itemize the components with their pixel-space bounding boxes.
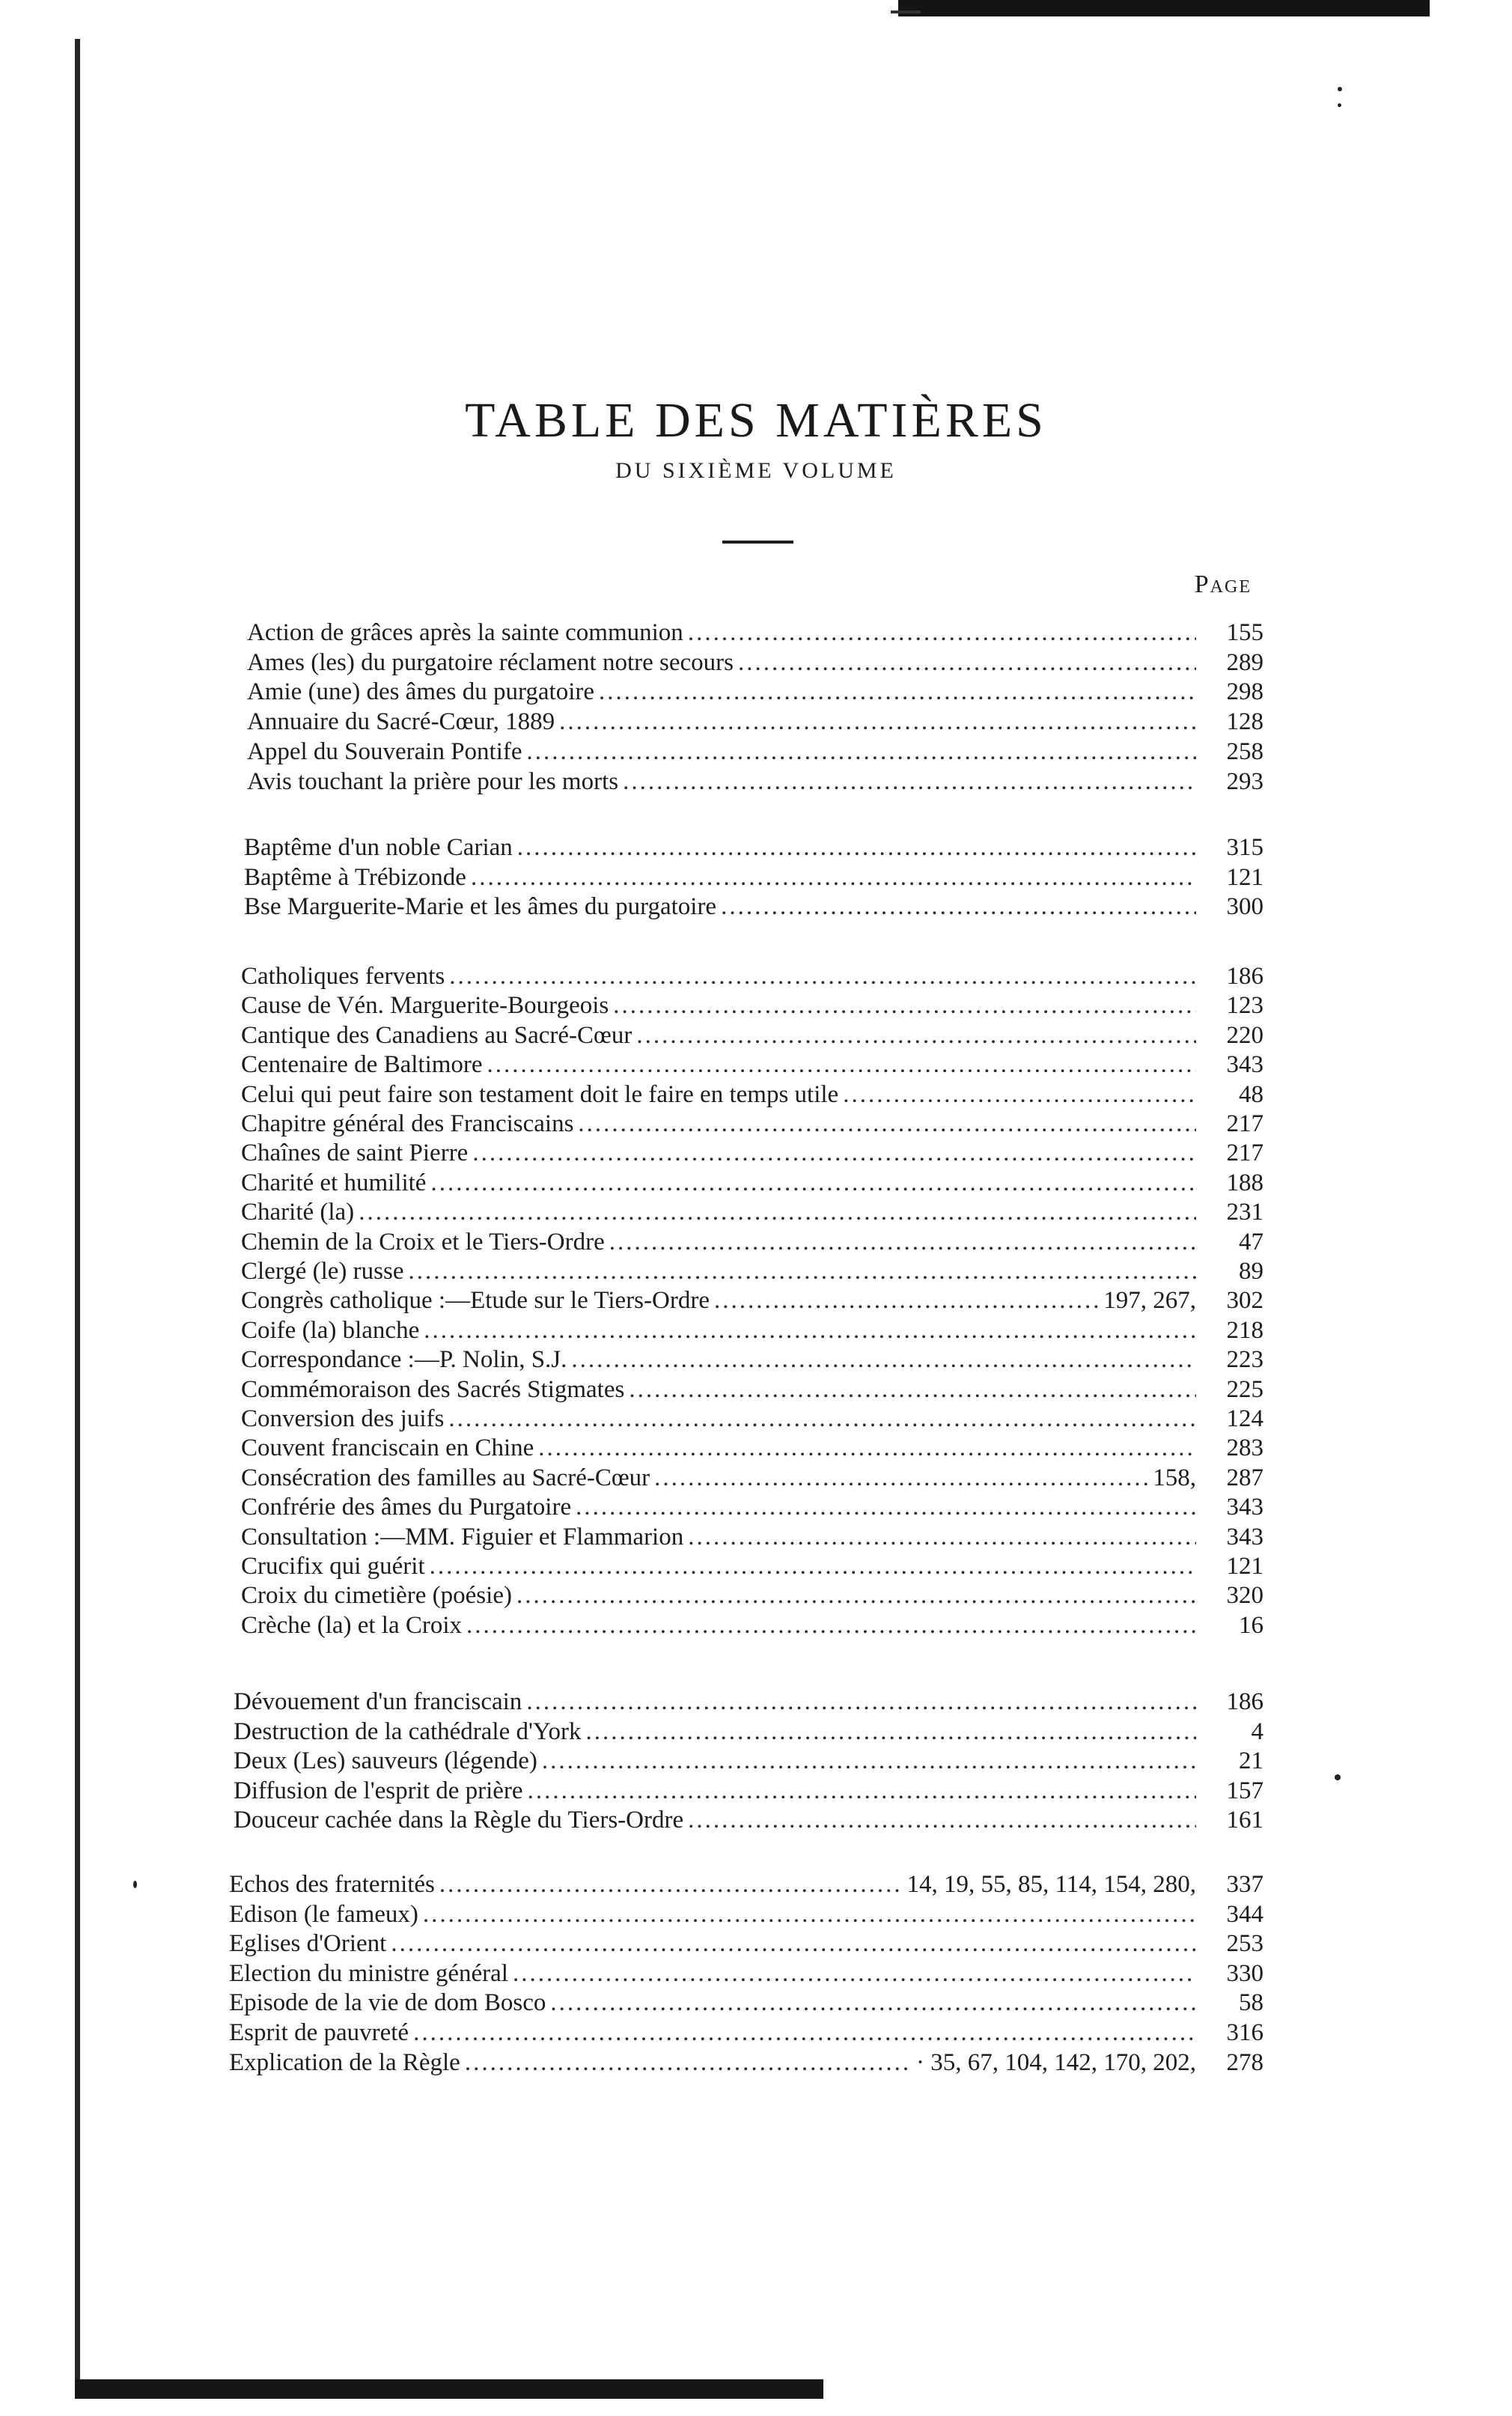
toc-entry-page: 337 [1226, 1871, 1263, 1898]
toc-entry-page: 188 [1226, 1169, 1263, 1196]
dot-leader [559, 708, 1196, 736]
toc-entry-label: Appel du Souverain Pontife [247, 738, 522, 765]
toc-entry [241, 1316, 1263, 1345]
toc-entry [241, 1581, 1263, 1610]
toc-entry-page: 48 [1239, 1081, 1263, 1108]
toc-entry [229, 2048, 1263, 2077]
dot-leader [714, 1286, 1099, 1315]
toc-entry-label: Baptême à Trébizonde [244, 864, 466, 891]
toc-entry [241, 1434, 1263, 1462]
toc-entry [241, 1345, 1263, 1374]
scan-speck [1338, 103, 1341, 107]
toc-entry-page: 253 [1226, 1930, 1263, 1957]
toc-entry-page: 330 [1226, 1960, 1263, 1987]
toc-entry-page: 4 [1251, 1718, 1263, 1745]
toc-entry-page: 300 [1226, 893, 1263, 920]
toc-entry-extra-pages: 158, [1153, 1464, 1196, 1491]
dot-leader [448, 1405, 1196, 1433]
dot-leader [439, 1870, 903, 1899]
scan-speck [1335, 1774, 1341, 1780]
toc-entry-page: 186 [1226, 1688, 1263, 1715]
toc-entry [247, 767, 1263, 796]
toc-entry [247, 737, 1263, 766]
dot-leader [471, 863, 1196, 892]
toc-entry [241, 1611, 1263, 1640]
dot-leader [623, 767, 1196, 796]
dot-leader [721, 892, 1196, 921]
dot-leader [424, 1316, 1196, 1345]
dot-leader [430, 1169, 1196, 1197]
toc-entry [241, 1286, 1263, 1315]
scan-speck [133, 1881, 137, 1888]
toc-entry-page: 124 [1226, 1405, 1263, 1432]
toc-entry-page: 283 [1226, 1434, 1263, 1461]
toc-entry-label: Ames (les) du purgatoire réclament notre secours [247, 649, 734, 676]
toc-entry [247, 618, 1263, 647]
dot-leader [613, 991, 1196, 1020]
toc-entry-label: Eglises d'Orient [229, 1930, 387, 1957]
toc-entry-page: 21 [1239, 1747, 1263, 1774]
toc-entry-page: 316 [1226, 2019, 1263, 2046]
dot-leader [528, 1777, 1196, 1805]
toc-entry-label: Baptême d'un noble Carian [244, 834, 513, 861]
toc-entry-label: Action de grâces après la sainte communion [247, 619, 683, 646]
toc-entry-page: 123 [1226, 992, 1263, 1019]
dot-leader [629, 1375, 1196, 1404]
toc-entry-page: 258 [1226, 738, 1263, 765]
dot-leader [636, 1021, 1196, 1050]
dot-leader [408, 1257, 1196, 1285]
toc-entry-page: 217 [1226, 1110, 1263, 1137]
toc-entry-label: Clergé (le) russe [241, 1258, 404, 1285]
dot-leader [571, 1345, 1196, 1374]
scan-edge-top-thin [891, 10, 921, 13]
toc-entry [229, 1989, 1263, 2017]
toc-entry-label: Charité (la) [241, 1199, 355, 1226]
toc-entry [241, 1228, 1263, 1256]
dot-leader [449, 962, 1196, 991]
dot-leader [526, 1688, 1196, 1716]
dot-leader [413, 2018, 1196, 2047]
toc-entry [244, 833, 1263, 862]
page-title: TABLE DES MATIÈRES [465, 393, 1047, 448]
page-subtitle: DU SIXIÈME VOLUME [615, 458, 897, 483]
toc-entry-page: 289 [1226, 649, 1263, 676]
dot-leader [465, 2048, 912, 2077]
scan-edge-bottom [75, 2379, 823, 2399]
toc-entry-page: 220 [1226, 1022, 1263, 1049]
toc-entry-label: Charité et humilité [241, 1169, 427, 1196]
toc-entry [241, 1405, 1263, 1433]
toc-entry-page: 298 [1226, 678, 1263, 705]
scan-speck [1338, 87, 1342, 91]
dot-leader [466, 1611, 1196, 1640]
dot-leader [609, 1228, 1196, 1256]
toc-entry-page: 121 [1226, 1553, 1263, 1580]
toc-entry-page: 315 [1226, 834, 1263, 861]
toc-entry-label: Congrès catholique :—Etude sur le Tiers-Ordre [241, 1287, 710, 1314]
toc-entry-page: 278 [1226, 2049, 1263, 2076]
toc-entry [241, 1050, 1263, 1079]
toc-entry [234, 1688, 1263, 1716]
toc-entry-extra-pages: 197, 267, [1103, 1287, 1196, 1314]
dot-leader [472, 1139, 1196, 1167]
toc-entry-label: Dévouement d'un franciscain [234, 1688, 522, 1715]
page-column-header: Page [1194, 570, 1252, 598]
toc-entry-label: Croix du cimetière (poésie) [241, 1582, 512, 1609]
dot-leader [542, 1747, 1196, 1775]
toc-entry [234, 1806, 1263, 1834]
toc-entry-label: Edison (le fameux) [229, 1901, 418, 1928]
toc-entry-page: 89 [1239, 1258, 1263, 1285]
toc-entry-page: 161 [1226, 1807, 1263, 1834]
toc-entry [229, 2018, 1263, 2047]
toc-entry-extra-pages: 14, 19, 55, 85, 114, 154, 280, [906, 1871, 1196, 1898]
dot-leader [654, 1464, 1148, 1492]
toc-entry [241, 1523, 1263, 1551]
dot-leader [513, 1959, 1196, 1988]
toc-entry-label: Cantique des Canadiens au Sacré-Cœur [241, 1022, 632, 1049]
toc-entry-label: Avis touchant la prière pour les morts [247, 768, 619, 795]
toc-entry-label: Annuaire du Sacré-Cœur, 1889 [247, 708, 555, 735]
dot-leader [550, 1989, 1196, 2017]
toc-entry-page: 287 [1226, 1464, 1263, 1491]
title-rule [722, 541, 793, 544]
toc-entry-label: Destruction de la cathédrale d'York [234, 1718, 582, 1745]
dot-leader [688, 618, 1196, 647]
toc-entry [247, 708, 1263, 736]
toc-entry [241, 1198, 1263, 1226]
toc-entry-label: Catholiques fervents [241, 963, 445, 990]
toc-entry-label: Chaînes de saint Pierre [241, 1139, 469, 1166]
dot-leader [391, 1929, 1196, 1958]
toc-entry-page: 343 [1226, 1524, 1263, 1551]
toc-entry-page: 293 [1226, 768, 1263, 795]
dot-leader [688, 1523, 1196, 1551]
toc-entry [229, 1870, 1263, 1899]
toc-entry-page: 343 [1226, 1494, 1263, 1521]
toc-entry [241, 1375, 1263, 1404]
toc-entry-page: 217 [1226, 1139, 1263, 1166]
toc-entry-page: 320 [1226, 1582, 1263, 1609]
toc-entry-label: Crucifix qui guérit [241, 1553, 425, 1580]
dot-leader [578, 1110, 1196, 1138]
toc-entry [241, 1021, 1263, 1050]
toc-entry [241, 962, 1263, 991]
toc-entry-page: 218 [1226, 1317, 1263, 1344]
toc-entry [247, 678, 1263, 706]
toc-entry-label: Couvent franciscain en Chine [241, 1434, 534, 1461]
toc-entry-label: Chapitre général des Franciscains [241, 1110, 574, 1137]
toc-entry-label: Correspondance :—P. Nolin, S.J. [241, 1346, 567, 1373]
toc-entry-page: 16 [1239, 1612, 1263, 1639]
dot-leader [688, 1806, 1196, 1834]
toc-entry [234, 1747, 1263, 1775]
toc-entry-label: Echos des fraternités [229, 1871, 435, 1898]
toc-entry [241, 1169, 1263, 1197]
dot-leader [517, 833, 1196, 862]
dot-leader [738, 648, 1196, 677]
toc-entry-page: 121 [1226, 864, 1263, 891]
toc-entry [229, 1900, 1263, 1929]
dot-leader [423, 1900, 1196, 1929]
toc-entry [244, 892, 1263, 921]
dot-leader [359, 1198, 1196, 1226]
toc-entry-label: Confrérie des âmes du Purgatoire [241, 1494, 572, 1521]
toc-entry [244, 863, 1263, 892]
toc-entry-page: 343 [1226, 1051, 1263, 1078]
toc-entry-label: Election du ministre général [229, 1960, 508, 1987]
dot-leader [599, 678, 1196, 706]
toc-entry-label: Chemin de la Croix et le Tiers-Ordre [241, 1229, 605, 1256]
dot-leader [516, 1581, 1196, 1610]
toc-entry-label: Diffusion de l'esprit de prière [234, 1777, 523, 1804]
toc-entry [241, 1257, 1263, 1285]
dot-leader [576, 1493, 1196, 1521]
toc-entry [241, 1110, 1263, 1138]
toc-entry-label: Consultation :—MM. Figuier et Flammarion [241, 1524, 684, 1551]
toc-entry-label: Celui qui peut faire son testament doit le faire en temps utile [241, 1081, 839, 1108]
toc-entry-label: Consécration des familles au Sacré-Cœur [241, 1464, 650, 1491]
toc-entry-label: Douceur cachée dans la Règle du Tiers-Ordre [234, 1807, 684, 1834]
toc-entry [229, 1929, 1263, 1958]
toc-entry [241, 1552, 1263, 1580]
toc-entry-label: Cause de Vén. Marguerite-Bourgeois [241, 992, 609, 1019]
toc-entry [241, 1493, 1263, 1521]
dot-leader [527, 737, 1196, 766]
toc-entry [241, 1080, 1263, 1109]
toc-entry-page: 344 [1226, 1901, 1263, 1928]
dot-leader [843, 1080, 1196, 1109]
toc-entry-page: 47 [1239, 1229, 1263, 1256]
dot-leader [430, 1552, 1196, 1580]
toc-entry [229, 1959, 1263, 1988]
toc-entry [241, 1139, 1263, 1167]
dot-leader [585, 1717, 1196, 1746]
toc-entry [234, 1717, 1263, 1746]
toc-entry-page: 231 [1226, 1199, 1263, 1226]
toc-entry-label: Episode de la vie de dom Bosco [229, 1989, 546, 2016]
toc-entry-label: Amie (une) des âmes du purgatoire [247, 678, 594, 705]
toc-entry-page: 223 [1226, 1346, 1263, 1373]
toc-entry-label: Coife (la) blanche [241, 1317, 420, 1344]
toc-entry-label: Bse Marguerite-Marie et les âmes du purgatoire [244, 893, 717, 920]
toc-entry [247, 648, 1263, 677]
toc-entry-label: Centenaire de Baltimore [241, 1051, 483, 1078]
toc-entry-page: 186 [1226, 963, 1263, 990]
toc-entry [234, 1777, 1263, 1805]
toc-entry-page: 58 [1239, 1989, 1263, 2016]
toc-entry-page: 157 [1226, 1777, 1263, 1804]
toc-entry-page: 225 [1226, 1376, 1263, 1403]
scan-edge-top [898, 0, 1430, 16]
toc-entry [241, 1464, 1263, 1492]
toc-entry-extra-pages: · 35, 67, 104, 142, 170, 202, [916, 2049, 1196, 2076]
toc-entry-label: Crèche (la) et la Croix [241, 1612, 463, 1639]
dot-leader [538, 1434, 1196, 1462]
dot-leader [487, 1050, 1196, 1079]
toc-entry-page: 128 [1226, 708, 1263, 735]
toc-entry-label: Conversion des juifs [241, 1405, 445, 1432]
toc-entry-label: Esprit de pauvreté [229, 2019, 409, 2046]
toc-entry-page: 155 [1226, 619, 1263, 646]
toc-entry-label: Commémoraison des Sacrés Stigmates [241, 1376, 625, 1403]
toc-entry-label: Explication de la Règle [229, 2049, 460, 2076]
toc-entry-label: Deux (Les) sauveurs (légende) [234, 1747, 537, 1774]
toc-entry [241, 991, 1263, 1020]
toc-entry-page: 302 [1226, 1287, 1263, 1314]
